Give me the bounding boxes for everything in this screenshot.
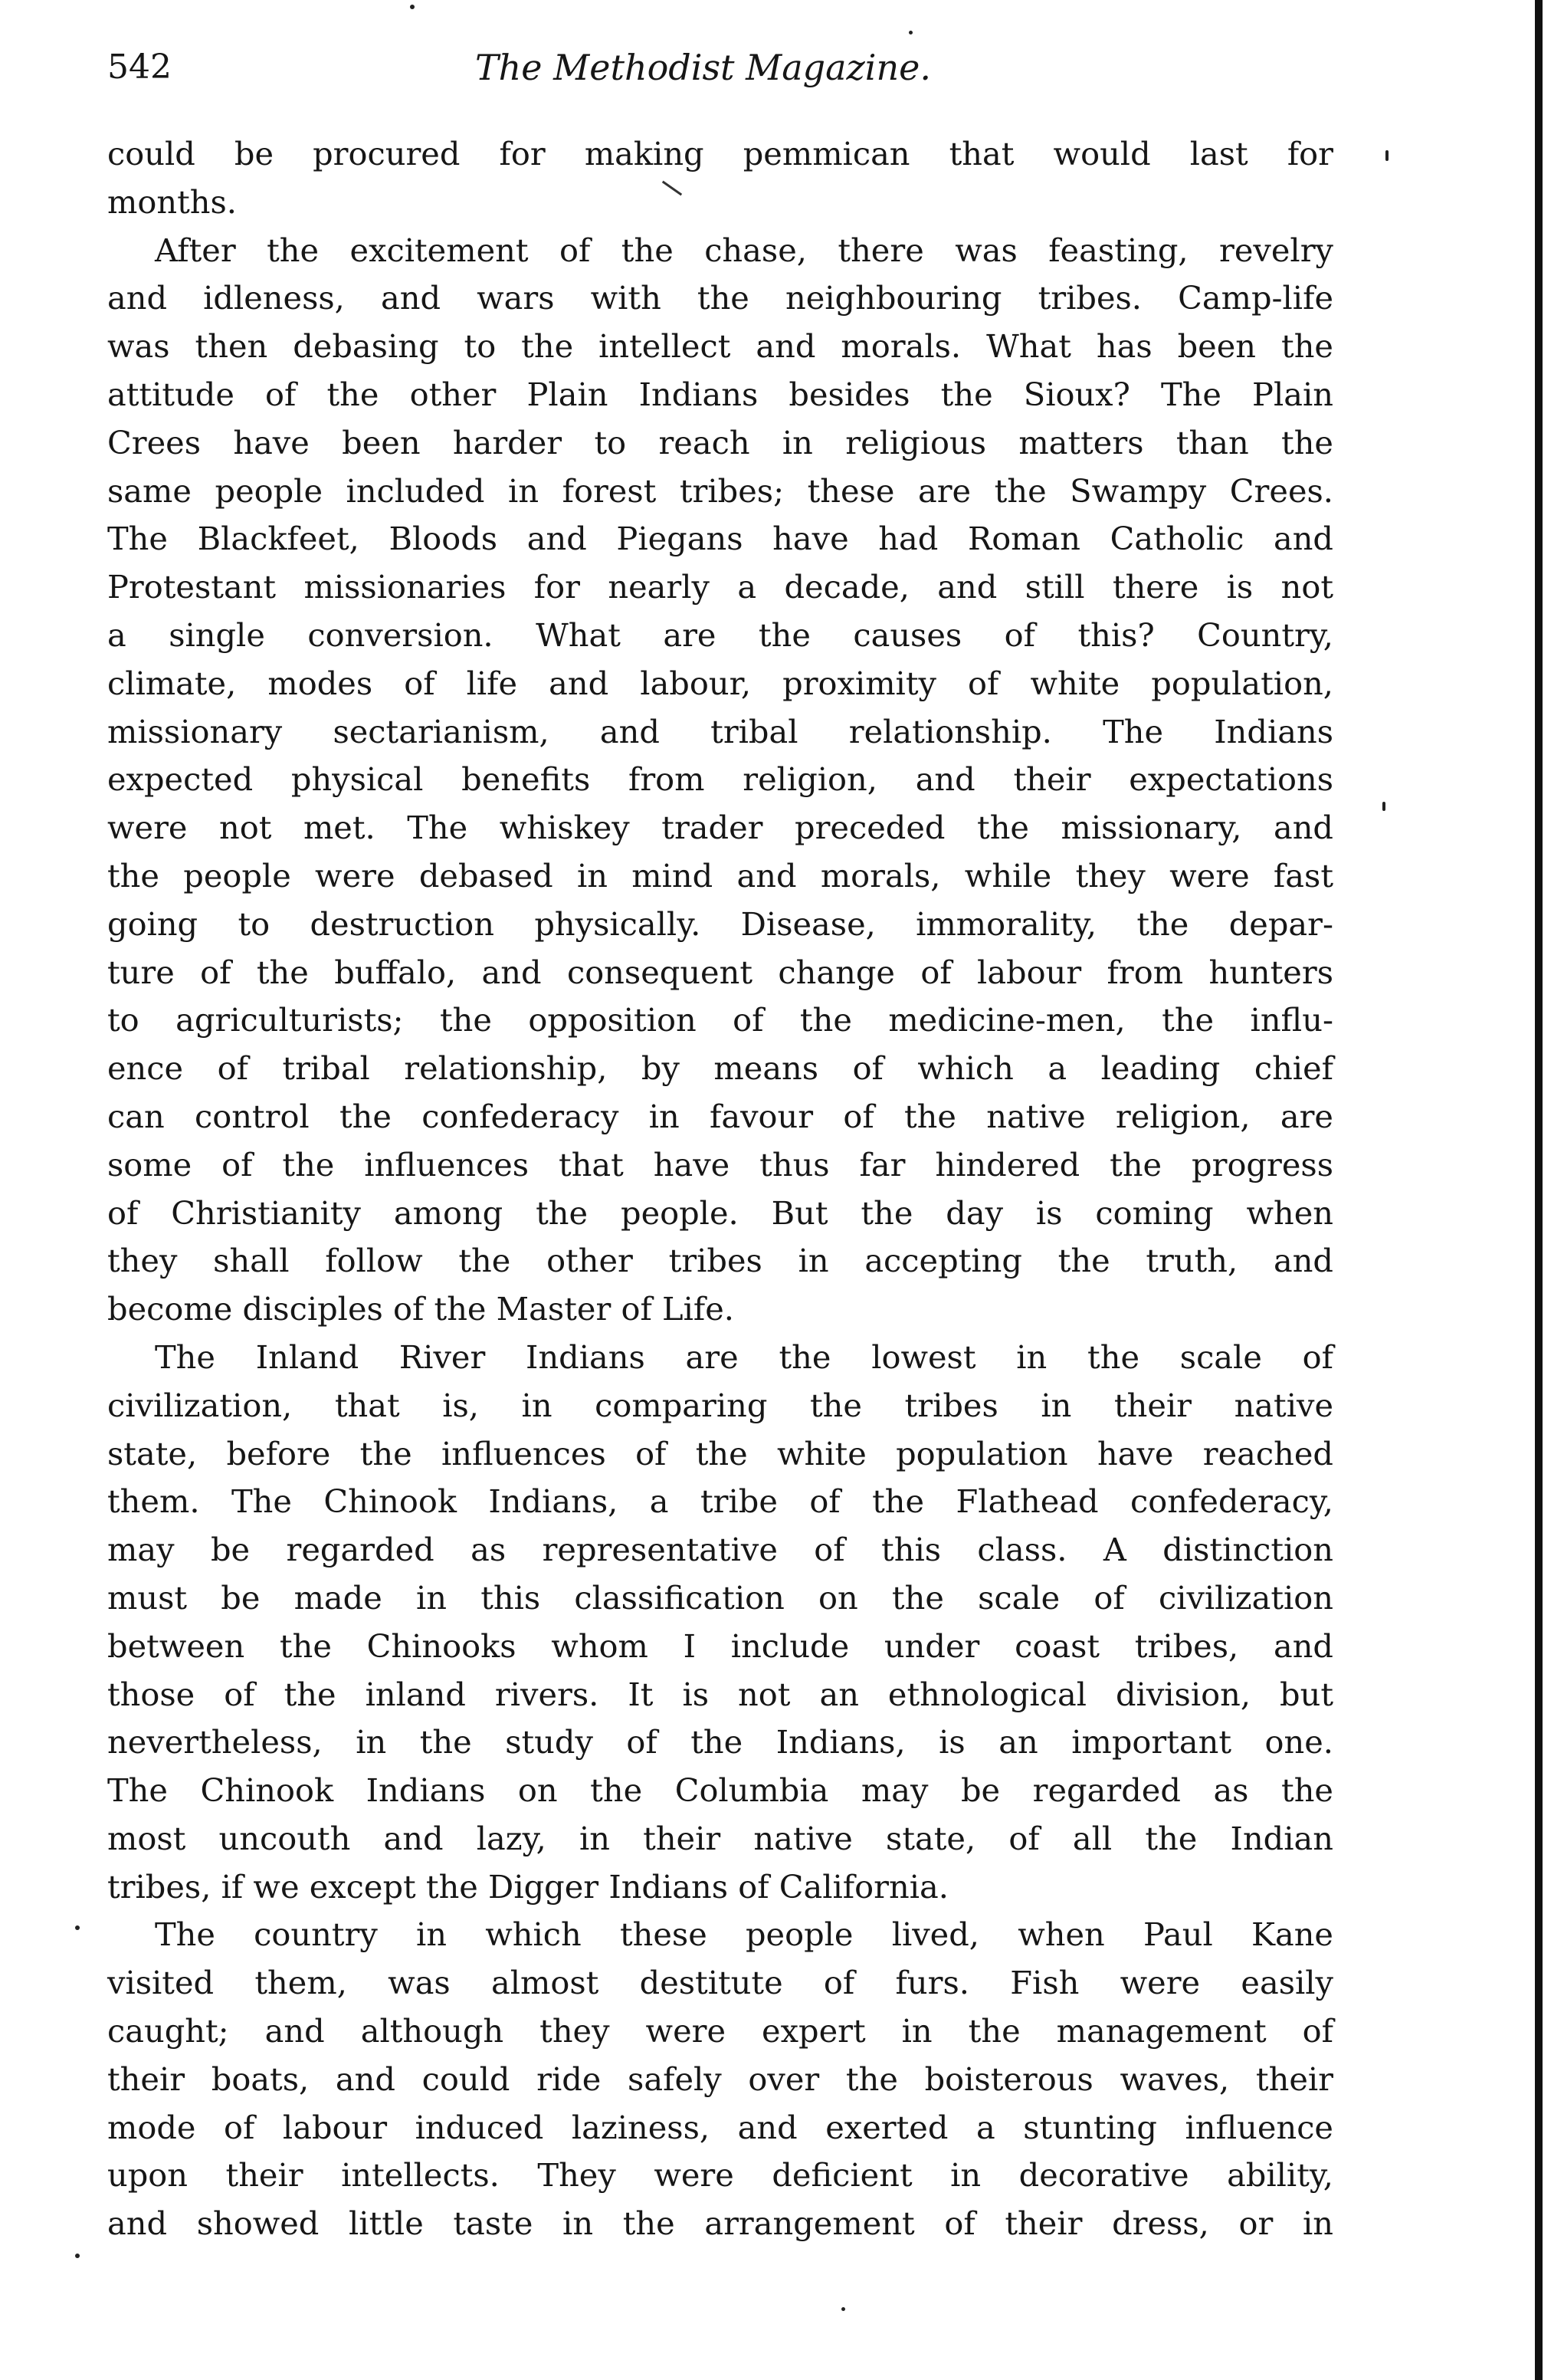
text-line: may be regarded as representative of this class. A distinction <box>107 1531 1333 1569</box>
text-line: and idleness, and wars with the neighbouring tribes. Camp-life <box>107 279 1333 317</box>
text-line: going to destruction physically. Disease, immorality, the depar- <box>107 904 1333 943</box>
scan-edge-rule <box>1535 0 1543 2380</box>
text-line: same people included in forest tribes; these are the Swampy Crees. <box>107 471 1333 510</box>
text-line: missionary sectarianism, and tribal relationship. The Indians <box>107 712 1333 750</box>
text-line: The country in which these people lived, when Paul Kane <box>155 1915 1333 1954</box>
text-line: state, before the influences of the white population have reached <box>107 1434 1333 1472</box>
text-line: nevertheless, in the study of the Indians, is an important one. <box>107 1723 1333 1761</box>
scan-speck <box>1385 150 1389 161</box>
text-line: a single conversion. What are the causes of this? Country, <box>107 616 1333 654</box>
text-line: some of the influences that have thus far hindered the progress <box>107 1145 1333 1183</box>
text-line: and showed little taste in the arrangement of their dress, or in <box>107 2204 1333 2243</box>
text-line: those of the inland rivers. It is not an ethnological division, but <box>107 1675 1333 1713</box>
paragraph-3 <box>107 1334 1333 1912</box>
text-line: Protestant missionaries for nearly a decade, and still there is not <box>107 568 1333 606</box>
scan-speck <box>909 31 913 34</box>
text-line: of Christianity among the people. But the day is coming when <box>107 1193 1333 1232</box>
text-line: become disciples of the Master of Life. <box>107 1290 734 1328</box>
text-line: ture of the buffalo, and consequent change of labour from hunters <box>107 953 1333 991</box>
page-header <box>107 37 1333 98</box>
text-line: tribes, if we except the Digger Indians of California. <box>107 1867 949 1906</box>
text-line: between the Chinooks whom I include under coast tribes, and <box>107 1627 1333 1665</box>
text-line: climate, modes of life and labour, proximity of white population, <box>107 664 1333 702</box>
paragraph-4 <box>107 1911 1333 2248</box>
scan-speck <box>75 1925 80 1930</box>
text-line: their boats, and could ride safely over the boisterous waves, their <box>107 2060 1333 2098</box>
text-line: the people were debased in mind and morals, while they were fast <box>107 856 1333 895</box>
body-text <box>107 130 1333 2248</box>
paragraph-1 <box>107 130 1333 227</box>
text-line: The Inland River Indians are the lowest in the scale of <box>155 1338 1333 1376</box>
scan-speck <box>75 2254 80 2258</box>
text-line: civilization, that is, in comparing the tribes in their native <box>107 1386 1333 1424</box>
text-line: ence of tribal relationship, by means of which a leading chief <box>107 1049 1333 1088</box>
text-line: to agriculturists; the opposition of the medicine-men, the influ- <box>107 1001 1333 1039</box>
text-line: they shall follow the other tribes in accepting the truth, and <box>107 1242 1333 1280</box>
text-line: caught; and although they were expert in the management of <box>107 2012 1333 2050</box>
text-line: months. <box>107 182 237 221</box>
text-line: expected physical benefits from religion, and their expectations <box>107 760 1333 799</box>
text-line: After the excitement of the chase, there was feasting, revelry <box>155 231 1333 269</box>
text-line: can control the confederacy in favour of the native religion, are <box>107 1097 1333 1135</box>
scan-speck <box>410 5 415 9</box>
text-line: The Chinook Indians on the Columbia may be regarded as the <box>107 1771 1333 1810</box>
text-line: Crees have been harder to reach in religious matters than the <box>107 423 1333 461</box>
text-line: The Blackfeet, Bloods and Piegans have had Roman Catholic and <box>107 520 1333 558</box>
text-line: was then debasing to the intellect and morals. What has been the <box>107 327 1333 366</box>
text-line: must be made in this classification on the scale of civilization <box>107 1578 1333 1617</box>
text-line: were not met. The whiskey trader preceded the missionary, and <box>107 809 1333 847</box>
text-line: upon their intellects. They were deficient in decorative ability, <box>107 2156 1333 2195</box>
page-number: 542 <box>107 48 172 87</box>
text-line: mode of labour induced laziness, and exerted a stunting influence <box>107 2108 1333 2146</box>
running-title: The Methodist Magazine. <box>475 47 931 88</box>
paragraph-2 <box>107 227 1333 1334</box>
scan-speck <box>1382 802 1385 811</box>
scan-speck <box>841 2307 845 2311</box>
text-line: them. The Chinook Indians, a tribe of the Flathead confederacy, <box>107 1482 1333 1521</box>
text-line: attitude of the other Plain Indians besides the Sioux? The Plain <box>107 375 1333 413</box>
text-line: most uncouth and lazy, in their native state, of all the Indian <box>107 1819 1333 1857</box>
text-line: visited them, was almost destitute of furs. Fish were easily <box>107 1964 1333 2002</box>
text-line: could be procured for making pemmican that would last for <box>107 135 1333 172</box>
